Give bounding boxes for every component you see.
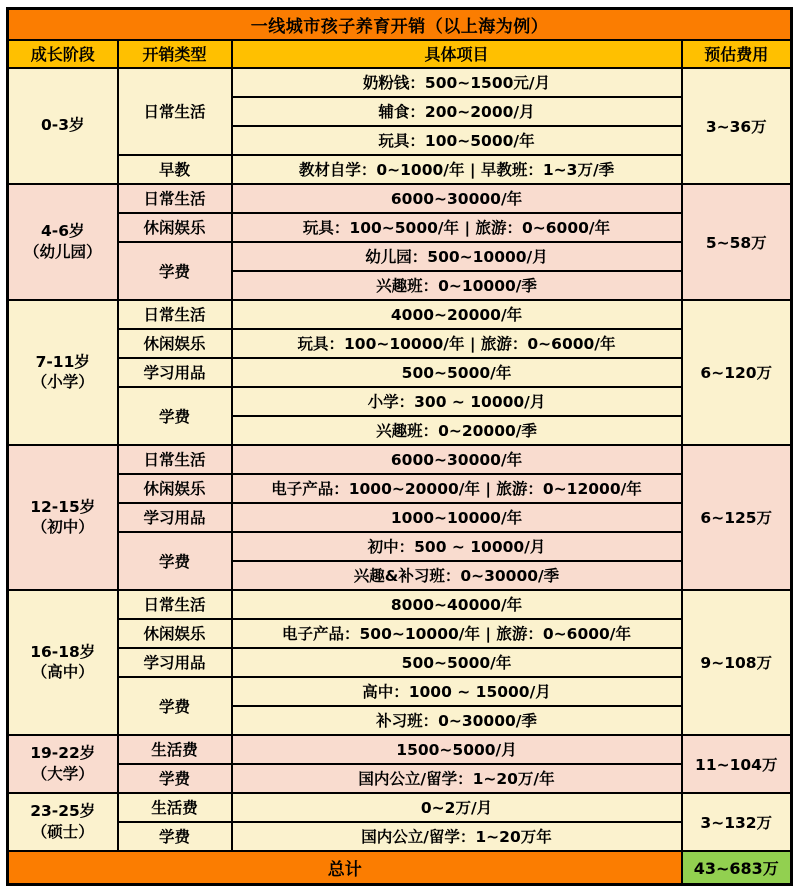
type-cell: 日常生活: [118, 184, 232, 213]
item-cell: 0~2万/月: [232, 793, 682, 822]
item-cell: 兴趣&补习班：0~30000/季: [232, 561, 682, 590]
type-cell: 休闲娱乐: [118, 213, 232, 242]
type-cell: 早教: [118, 155, 232, 184]
item-cell: 补习班：0~30000/季: [232, 706, 682, 735]
stage-label: 7-11岁: [35, 352, 90, 371]
item-cell: 玩具：100~5000/年: [232, 126, 682, 155]
item-cell: 兴趣班：0~10000/季: [232, 271, 682, 300]
stage-label: 16-18岁: [30, 642, 96, 661]
stage-label: 12-15岁: [30, 497, 96, 516]
item-cell: 6000~30000/年: [232, 184, 682, 213]
item-cell: 小学：300 ~ 10000/月: [232, 387, 682, 416]
stage-cell-4-6: [8, 184, 118, 300]
stage-cell-0-3: [8, 68, 118, 184]
stage-label: 0-3岁: [40, 116, 85, 135]
type-cell: 学费: [118, 677, 232, 735]
type-cell: 日常生活: [118, 300, 232, 329]
item-cell: 1500~5000/月: [232, 735, 682, 764]
item-cell: 电子产品：500~10000/年 | 旅游：0~6000/年: [232, 619, 682, 648]
type-cell: 学习用品: [118, 358, 232, 387]
type-cell: 日常生活: [118, 590, 232, 619]
estimate-cell: 5~58万: [682, 184, 792, 300]
stage-label: 4-6岁: [40, 222, 85, 241]
stage-sublabel: （幼儿园）: [23, 242, 102, 261]
type-cell: 日常生活: [118, 68, 232, 155]
estimate-cell: 3~132万: [682, 793, 792, 851]
item-cell: 高中：1000 ~ 15000/月: [232, 677, 682, 706]
stage-label: 23-25岁: [30, 802, 96, 821]
estimate-cell: 9~108万: [682, 590, 792, 735]
col-header-stage: 成长阶段: [8, 40, 118, 68]
col-header-cost: 预估费用: [682, 40, 792, 68]
type-cell: 学费: [118, 387, 232, 445]
total-label: 总计: [8, 851, 682, 885]
item-cell: 4000~20000/年: [232, 300, 682, 329]
stage-sublabel: （初中）: [31, 518, 94, 536]
stage-label: 19-22岁: [30, 744, 96, 763]
item-cell: 兴趣班：0~20000/季: [232, 416, 682, 445]
item-cell: 500~5000/年: [232, 648, 682, 677]
stage-cell-16-18: [8, 590, 118, 735]
stage-sublabel: （高中）: [31, 663, 94, 681]
item-cell: 8000~40000/年: [232, 590, 682, 619]
type-cell: 生活费: [118, 793, 232, 822]
type-cell: 休闲娱乐: [118, 474, 232, 503]
type-cell: 学费: [118, 822, 232, 851]
type-cell: 休闲娱乐: [118, 619, 232, 648]
item-cell: 国内公立/留学：1~20万年: [232, 822, 682, 851]
col-header-item: 具体项目: [232, 40, 682, 68]
total-value: 43~683万: [682, 851, 792, 885]
stage-cell-23-25: [8, 793, 118, 851]
stage-sublabel: （小学）: [31, 373, 94, 391]
stage-cell-7-11: [8, 300, 118, 445]
stage-cell-19-22: [8, 735, 118, 793]
item-cell: 500~5000/年: [232, 358, 682, 387]
stage-sublabel: （硕士）: [31, 822, 94, 841]
expense-table: [6, 7, 793, 886]
item-cell: 辅食：200~2000/月: [232, 97, 682, 126]
item-cell: 国内公立/留学：1~20万/年: [232, 764, 682, 793]
type-cell: 日常生活: [118, 445, 232, 474]
estimate-cell: 6~120万: [682, 300, 792, 445]
stage-cell-12-15: [8, 445, 118, 590]
item-cell: 玩具：100~10000/年 | 旅游：0~6000/年: [232, 329, 682, 358]
type-cell: 学费: [118, 764, 232, 793]
type-cell: 学习用品: [118, 648, 232, 677]
type-cell: 生活费: [118, 735, 232, 764]
type-cell: 学费: [118, 242, 232, 300]
page-title: 一线城市孩子养育开销（以上海为例）: [8, 9, 792, 40]
item-cell: 教材自学：0~1000/年 | 早教班：1~3万/季: [232, 155, 682, 184]
type-cell: 学习用品: [118, 503, 232, 532]
item-cell: 1000~10000/年: [232, 503, 682, 532]
stage-sublabel: （大学）: [31, 764, 94, 783]
type-cell: 休闲娱乐: [118, 329, 232, 358]
item-cell: 电子产品：1000~20000/年 | 旅游：0~12000/年: [232, 474, 682, 503]
item-cell: 6000~30000/年: [232, 445, 682, 474]
item-cell: 奶粉钱：500~1500元/月: [232, 68, 682, 97]
estimate-cell: 11~104万: [682, 735, 792, 793]
item-cell: 初中：500 ~ 10000/月: [232, 532, 682, 561]
estimate-cell: 3~36万: [682, 68, 792, 184]
item-cell: 玩具：100~5000/年 | 旅游：0~6000/年: [232, 213, 682, 242]
col-header-type: 开销类型: [118, 40, 232, 68]
item-cell: 幼儿园：500~10000/月: [232, 242, 682, 271]
type-cell: 学费: [118, 532, 232, 590]
estimate-cell: 6~125万: [682, 445, 792, 590]
